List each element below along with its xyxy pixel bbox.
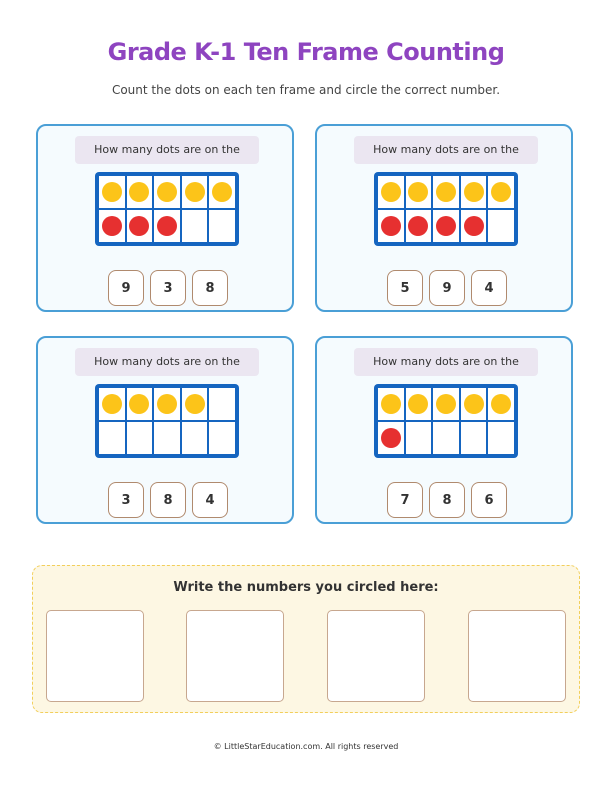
ten-frame-cell bbox=[127, 176, 153, 208]
answer-write-box[interactable] bbox=[468, 610, 566, 702]
ten-frame-cell bbox=[433, 176, 459, 208]
yellow-dot bbox=[185, 394, 205, 414]
ten-frame-cell bbox=[209, 422, 235, 454]
ten-frame-cell bbox=[209, 176, 235, 208]
yellow-dot bbox=[102, 182, 122, 202]
ten-frame-cell bbox=[182, 210, 208, 242]
answer-section bbox=[32, 565, 580, 713]
ten-frame-card bbox=[36, 336, 294, 524]
answer-write-box[interactable] bbox=[186, 610, 284, 702]
ten-frame-cell bbox=[461, 176, 487, 208]
answer-choice[interactable]: 9 bbox=[429, 270, 465, 306]
answer-choice[interactable]: 8 bbox=[150, 482, 186, 518]
answer-choices bbox=[387, 270, 507, 306]
ten-frame bbox=[95, 172, 239, 246]
question-label: How many dots are on the bbox=[75, 136, 259, 164]
red-dot bbox=[381, 428, 401, 448]
answer-choice[interactable]: 8 bbox=[429, 482, 465, 518]
answer-choice[interactable]: 3 bbox=[108, 482, 144, 518]
answer-write-box[interactable] bbox=[327, 610, 425, 702]
ten-frame-cell bbox=[154, 176, 180, 208]
ten-frame-cell bbox=[99, 176, 125, 208]
yellow-dot bbox=[408, 394, 428, 414]
ten-frame bbox=[374, 384, 518, 458]
ten-frame-cell bbox=[488, 210, 514, 242]
ten-frame-cell bbox=[154, 388, 180, 420]
ten-frame-cell bbox=[127, 210, 153, 242]
ten-frame-cell bbox=[406, 176, 432, 208]
ten-frame-cell bbox=[461, 210, 487, 242]
red-dot bbox=[464, 216, 484, 236]
yellow-dot bbox=[381, 394, 401, 414]
yellow-dot bbox=[464, 182, 484, 202]
answer-choice[interactable]: 3 bbox=[150, 270, 186, 306]
ten-frame-cell bbox=[127, 388, 153, 420]
ten-frame-card bbox=[315, 124, 573, 312]
yellow-dot bbox=[491, 182, 511, 202]
red-dot bbox=[408, 216, 428, 236]
answer-choices bbox=[108, 482, 228, 518]
ten-frame-cell bbox=[99, 210, 125, 242]
ten-frame-cell bbox=[182, 422, 208, 454]
question-label: How many dots are on the bbox=[354, 136, 538, 164]
answer-choices bbox=[108, 270, 228, 306]
ten-frame-cell bbox=[209, 388, 235, 420]
ten-frame-cell bbox=[406, 422, 432, 454]
ten-frame-card bbox=[315, 336, 573, 524]
yellow-dot bbox=[185, 182, 205, 202]
question-label: How many dots are on the bbox=[75, 348, 259, 376]
ten-frame-cell bbox=[433, 422, 459, 454]
red-dot bbox=[102, 216, 122, 236]
instructions: Count the dots on each ten frame and circle the correct number. bbox=[111, 83, 501, 97]
yellow-dot bbox=[157, 394, 177, 414]
ten-frame-cell bbox=[433, 210, 459, 242]
ten-frame-cell bbox=[182, 388, 208, 420]
yellow-dot bbox=[212, 182, 232, 202]
yellow-dot bbox=[102, 394, 122, 414]
ten-frame bbox=[374, 172, 518, 246]
ten-frame-cell bbox=[433, 388, 459, 420]
answer-section-title: Write the numbers you circled here: bbox=[173, 580, 439, 595]
ten-frame-cell bbox=[99, 422, 125, 454]
red-dot bbox=[129, 216, 149, 236]
red-dot bbox=[157, 216, 177, 236]
answer-write-box[interactable] bbox=[46, 610, 144, 702]
ten-frame-cell bbox=[209, 210, 235, 242]
page-title: Grade K-1 Ten Frame Counting bbox=[107, 38, 505, 66]
ten-frame-cell bbox=[99, 388, 125, 420]
ten-frame-cell bbox=[406, 388, 432, 420]
ten-frame-cell bbox=[378, 176, 404, 208]
yellow-dot bbox=[129, 394, 149, 414]
answer-choices bbox=[387, 482, 507, 518]
answer-choice[interactable]: 4 bbox=[471, 270, 507, 306]
yellow-dot bbox=[129, 182, 149, 202]
ten-frame-cell bbox=[378, 388, 404, 420]
answer-choice[interactable]: 8 bbox=[192, 270, 228, 306]
yellow-dot bbox=[157, 182, 177, 202]
yellow-dot bbox=[436, 394, 456, 414]
answer-choice[interactable]: 9 bbox=[108, 270, 144, 306]
yellow-dot bbox=[381, 182, 401, 202]
answer-choice[interactable]: 5 bbox=[387, 270, 423, 306]
ten-frame-cell bbox=[127, 422, 153, 454]
answer-choice[interactable]: 7 bbox=[387, 482, 423, 518]
ten-frame-cell bbox=[378, 422, 404, 454]
red-dot bbox=[436, 216, 456, 236]
footer-copyright: © LittleStarEducation.com. All rights reserved bbox=[213, 742, 399, 751]
ten-frame-cell bbox=[378, 210, 404, 242]
ten-frame-cell bbox=[154, 422, 180, 454]
ten-frame-cell bbox=[461, 422, 487, 454]
ten-frame-cell bbox=[154, 210, 180, 242]
ten-frame-cell bbox=[488, 422, 514, 454]
answer-choice[interactable]: 4 bbox=[192, 482, 228, 518]
yellow-dot bbox=[436, 182, 456, 202]
yellow-dot bbox=[408, 182, 428, 202]
ten-frame-cell bbox=[488, 176, 514, 208]
question-label: How many dots are on the bbox=[354, 348, 538, 376]
red-dot bbox=[381, 216, 401, 236]
yellow-dot bbox=[491, 394, 511, 414]
ten-frame bbox=[95, 384, 239, 458]
ten-frame-card bbox=[36, 124, 294, 312]
ten-frame-cell bbox=[182, 176, 208, 208]
ten-frame-cell bbox=[406, 210, 432, 242]
ten-frame-cell bbox=[488, 388, 514, 420]
answer-choice[interactable]: 6 bbox=[471, 482, 507, 518]
yellow-dot bbox=[464, 394, 484, 414]
ten-frame-cell bbox=[461, 388, 487, 420]
